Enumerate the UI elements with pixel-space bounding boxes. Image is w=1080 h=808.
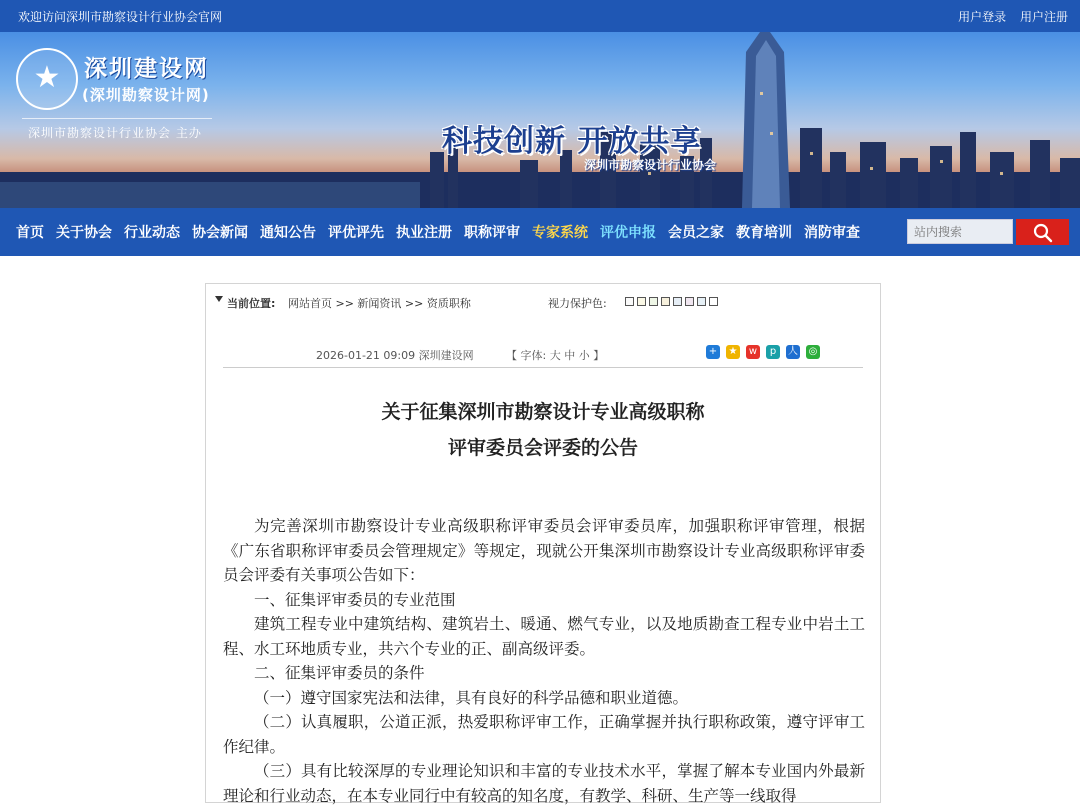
condition-1: （一）遵守国家宪法和法律，具有良好的科学品德和职业道德。 [254,688,689,707]
search-button[interactable] [1016,219,1069,245]
meta-divider [223,367,863,368]
site-name: 深圳建设网 [84,56,209,82]
caret-down-icon [215,296,223,302]
color-swatch[interactable] [673,297,682,306]
site-search-input[interactable] [907,219,1013,244]
share-people-icon[interactable]: 人 [788,346,798,357]
color-swatch[interactable] [637,297,646,306]
login-link[interactable]: 用户登录 [958,10,1007,24]
breadcrumb-path[interactable]: 网站首页 >> 新闻资讯 >> 资质职称 [288,297,471,310]
color-swatch[interactable] [649,297,658,306]
paragraph-intro: 为完善深圳市勘察设计专业高级职称评审委员会评审委员库，加强职称评审管理，根据《广东省职称评审委员会管理规定》等规定，现就公开集深圳市勘察设计专业高级职称评审委员会评委有关事项公告如下： [223,517,865,584]
logo-divider [22,118,212,119]
share-icons [706,345,826,359]
welcome-text: 欢迎访问深圳市勘察设计行业协会官网 [18,10,223,24]
publish-date-source: 2026-01-21 09:09 深圳建设网 [316,349,474,362]
section-heading-1: 一、征集评审委员的专业范围 [254,590,456,609]
breadcrumb-label: 当前位置: [227,297,276,310]
site-subname: (深圳勘察设计网) [82,86,210,104]
nav-item-awards[interactable]: 评优评先 [328,225,384,241]
nav-item-members[interactable]: 会员之家 [668,225,724,241]
article-panel [205,283,881,803]
nav-items [10,208,866,256]
color-swatch[interactable] [709,297,718,306]
slogan: 科技创新 开放共享 [442,124,702,159]
association-logo[interactable] [16,48,78,110]
color-swatch[interactable] [625,297,634,306]
nav-item-notices[interactable]: 通知公告 [260,225,316,241]
nav-item-home[interactable]: 首页 [16,225,44,241]
nav-item-fire-review[interactable]: 消防审查 [804,225,860,241]
host-text: 深圳市勘察设计行业协会 主办 [28,126,202,140]
top-bar [0,0,1080,32]
search-icon [1033,223,1053,243]
nav-item-about[interactable]: 关于协会 [56,225,112,241]
condition-2: （二）认真履职，公道正派，热爱职称评审工作，正确掌握并执行职称政策，遵守评审工作纪律。 [223,713,865,756]
user-links [948,8,1068,25]
article-meta [206,342,880,364]
color-swatch[interactable] [661,297,670,306]
nav-item-expert-system[interactable]: 专家系统 [532,225,588,241]
share-weibo-icon[interactable]: w [746,345,760,359]
share-pinterest-icon[interactable]: p [766,345,780,359]
article-title-line2: 评审委员会评委的公告 [447,437,638,459]
eye-protection-swatches [625,297,721,306]
breadcrumb [206,284,880,320]
nav-item-award-application[interactable]: 评优申报 [600,225,656,241]
color-swatch[interactable] [697,297,706,306]
font-size-control[interactable]: 【 字体: 大 中 小 】 [506,349,605,362]
register-link[interactable]: 用户注册 [1019,10,1068,24]
nav-item-registration[interactable]: 执业注册 [396,225,452,241]
nav-item-title-review[interactable]: 职称评审 [464,225,520,241]
color-swatch[interactable] [685,297,694,306]
header-banner [0,32,1080,208]
nav-item-association-news[interactable]: 协会新闻 [192,225,248,241]
eye-protection-label: 视力保护色: [548,297,607,310]
share-wechat-icon[interactable]: ◎ [806,345,820,359]
star-icon: ★ [33,60,61,95]
nav-item-training[interactable]: 教育培训 [736,225,792,241]
section-heading-2: 二、征集评审委员的条件 [254,664,425,682]
article-title-line1: 关于征集深圳市勘察设计专业高级职称 [381,401,705,423]
paragraph-scope: 建筑工程专业中建筑结构、建筑岩土、暖通、燃气专业，以及地质勘查工程专业中岩土工程、水工环地质专业，共六个专业的正、副高级评委。 [223,615,865,658]
nav-item-industry-news[interactable]: 行业动态 [124,225,180,241]
share-plus-icon[interactable]: + [706,345,720,359]
condition-3: （三）具有比较深厚的专业理论知识和丰富的专业技术水平，掌握了解本专业国内外最新理论和行业动态，在本专业同行中有较高的知名度，有教学、科研、生产等一线取得 [223,762,865,805]
article-body [223,514,865,808]
share-qzone-icon[interactable]: ★ [726,345,740,359]
slogan-subtitle: 深圳市勘察设计行业协会 [584,158,717,172]
main-nav [0,208,1080,256]
